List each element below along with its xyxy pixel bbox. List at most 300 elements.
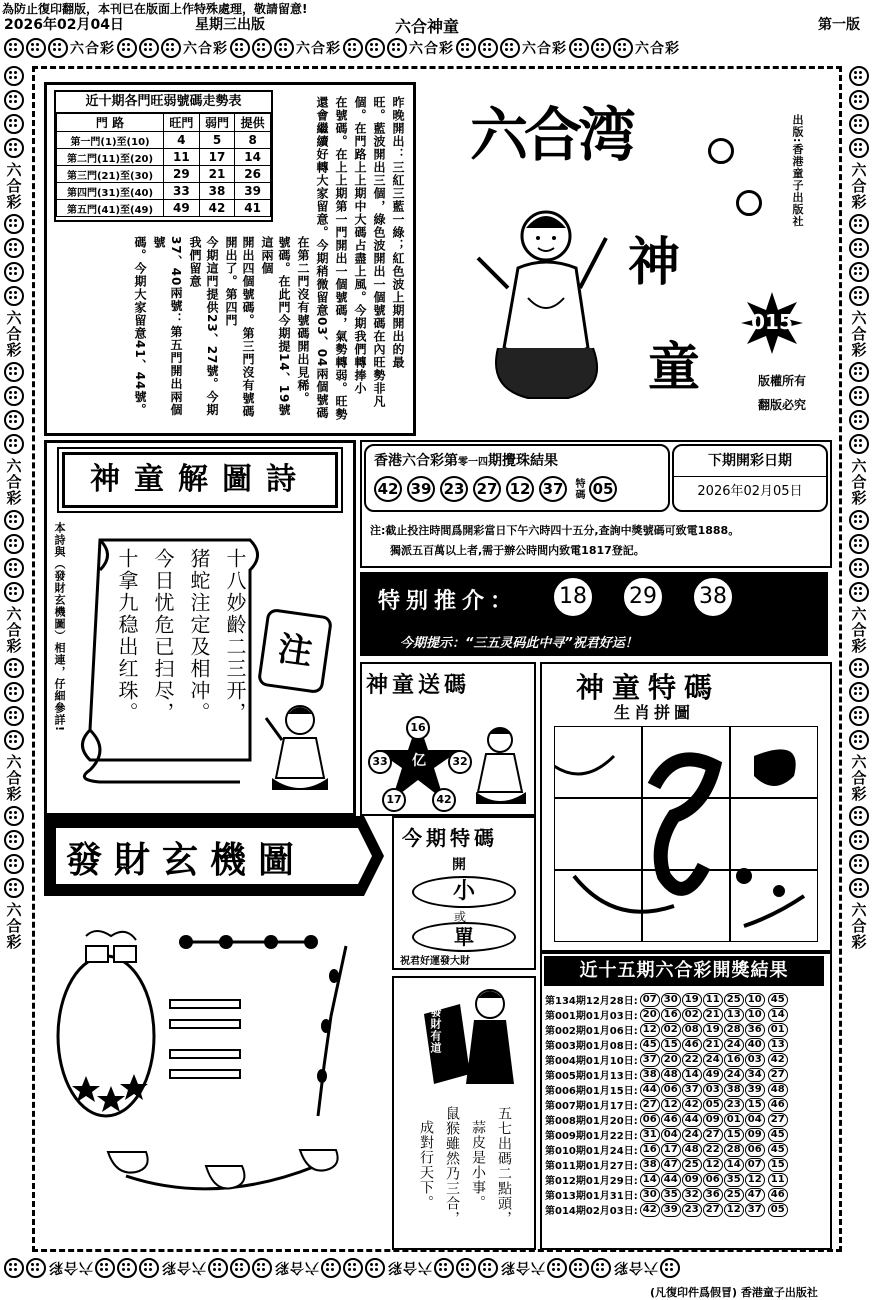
dot-ball-icon bbox=[849, 878, 869, 898]
send-code-ball: 16 bbox=[406, 716, 430, 740]
dot-ball-icon bbox=[849, 138, 869, 158]
special-code-title: 今期特碼 bbox=[402, 826, 498, 850]
trend-header: 弱門 bbox=[199, 114, 235, 132]
logo-shen: 神 bbox=[628, 232, 681, 293]
history-period: 第001期01月03日: bbox=[545, 1011, 638, 1022]
dot-ball-icon bbox=[4, 682, 24, 702]
history-ball: 47 bbox=[661, 1158, 681, 1172]
special-open: 開 bbox=[452, 857, 466, 873]
edition-label: 第一版 bbox=[818, 17, 860, 33]
history-ball: 49 bbox=[703, 1068, 723, 1082]
history-ball: 03 bbox=[703, 1083, 723, 1097]
dot-ball-icon bbox=[849, 434, 869, 454]
dot-ball-icon bbox=[4, 214, 24, 234]
dot-ball-icon bbox=[849, 238, 869, 258]
paper-title: 六合神童 bbox=[395, 17, 460, 36]
history-ball: 37 bbox=[682, 1083, 702, 1097]
analysis-column: 昨晚開出：三紅三藍一綠；紅色波上期開出的最 bbox=[391, 96, 405, 369]
recommend-tip: 今期提示：“三五灵码此中寻”祝君好运！ bbox=[400, 636, 638, 651]
history-ball: 24 bbox=[724, 1038, 744, 1052]
history-ball: 25 bbox=[724, 1188, 744, 1202]
dot-ball-icon bbox=[4, 658, 24, 678]
brand-word: 六合彩 bbox=[274, 1259, 319, 1275]
history-ball: 24 bbox=[682, 1128, 702, 1142]
circle-icon bbox=[736, 190, 762, 216]
next-draw-date: 2026年02月05日 bbox=[697, 484, 803, 499]
history-title: 近十五期六合彩開獎結果 bbox=[544, 956, 824, 986]
history-ball: 17 bbox=[661, 1143, 681, 1157]
poem-note: 本詩與（發財玄機圖）相連，仔細參詳! bbox=[53, 522, 66, 733]
poem2-line: 鼠猴雖然乃三合， bbox=[444, 1106, 460, 1226]
dot-ball-icon bbox=[387, 38, 407, 58]
history-ball: 44 bbox=[661, 1173, 681, 1187]
dot-ball-icon bbox=[849, 658, 869, 678]
bottom-border-strip bbox=[0, 1257, 873, 1279]
dot-ball-icon bbox=[849, 386, 869, 406]
history-ball: 24 bbox=[703, 1053, 723, 1067]
poem-line: 十八妙齡二三开， bbox=[223, 548, 247, 724]
dot-ball-icon bbox=[161, 38, 181, 58]
history-ball: 12 bbox=[661, 1098, 681, 1112]
special-mid: 或 bbox=[454, 910, 467, 924]
history-ball: 02 bbox=[661, 1023, 681, 1037]
history-ball: 38 bbox=[640, 1068, 660, 1082]
brand-word: 六合彩 bbox=[4, 162, 23, 210]
table-row bbox=[544, 1067, 790, 1082]
brand-word: 六合彩 bbox=[387, 1259, 432, 1275]
table-row bbox=[544, 1172, 790, 1187]
dot-ball-icon bbox=[4, 90, 24, 110]
poem-title: 神童解圖詩 bbox=[90, 462, 310, 497]
poem2-line: 蒜皮是小事。 bbox=[470, 1120, 486, 1210]
trend-table-title: 近十期各門旺弱號碼走勢表 bbox=[56, 92, 271, 113]
dot-ball-icon bbox=[139, 1258, 159, 1278]
table-row bbox=[544, 1037, 790, 1052]
history-special-ball: 45 bbox=[768, 1128, 788, 1142]
history-period: 第003期01月08日: bbox=[545, 1041, 638, 1052]
zodiac-subtitle: 生肖拼圖 bbox=[614, 703, 695, 722]
recommend-label: 特别推介： bbox=[378, 589, 519, 614]
history-ball: 15 bbox=[724, 1128, 744, 1142]
brand-word: 六合彩 bbox=[849, 162, 868, 210]
history-ball: 15 bbox=[745, 1098, 765, 1112]
dot-ball-icon bbox=[478, 38, 498, 58]
brand-word: 六合彩 bbox=[849, 754, 868, 802]
dot-ball-icon bbox=[4, 262, 24, 282]
history-period: 第012期01月29日: bbox=[545, 1176, 638, 1187]
history-ball: 31 bbox=[640, 1128, 660, 1142]
history-ball: 03 bbox=[745, 1053, 765, 1067]
dot-ball-icon bbox=[4, 806, 24, 826]
dot-ball-icon bbox=[4, 410, 24, 430]
dot-ball-icon bbox=[660, 1258, 680, 1278]
dot-ball-icon bbox=[4, 582, 24, 602]
dot-ball-icon bbox=[591, 1258, 611, 1278]
dot-ball-icon bbox=[4, 558, 24, 578]
analysis-column: 今期這門提供23、27號。今期我們留意 bbox=[188, 236, 219, 417]
brand-word: 六合彩 bbox=[183, 41, 228, 57]
history-ball: 11 bbox=[703, 993, 723, 1007]
brand-word: 六合彩 bbox=[613, 1259, 658, 1275]
recommend-ball: 18 bbox=[552, 576, 594, 618]
history-ball: 23 bbox=[724, 1098, 744, 1112]
history-period: 第009期01月22日: bbox=[545, 1131, 638, 1142]
history-ball: 19 bbox=[703, 1023, 723, 1037]
dot-ball-icon bbox=[26, 1258, 46, 1278]
history-ball: 30 bbox=[661, 993, 681, 1007]
send-code-title: 神童送碼 bbox=[366, 673, 471, 698]
dot-ball-icon bbox=[434, 1258, 454, 1278]
table-row: 第二門(11)至(20) 11 17 14 bbox=[57, 149, 271, 166]
history-special-ball: 13 bbox=[768, 1038, 788, 1052]
dot-ball-icon bbox=[343, 1258, 363, 1278]
dot-ball-icon bbox=[26, 38, 46, 58]
result-numbers bbox=[374, 476, 629, 502]
dot-ball-icon bbox=[230, 1258, 250, 1278]
history-ball: 35 bbox=[724, 1173, 744, 1187]
child-figure-small-image bbox=[262, 698, 342, 798]
special-code-panel bbox=[392, 816, 536, 970]
footer-text: (凡復印件爲假冒) 香港童子出版社 bbox=[650, 1286, 818, 1299]
history-ball: 01 bbox=[724, 1113, 744, 1127]
history-special-ball: 27 bbox=[768, 1113, 788, 1127]
result-ball: 42 bbox=[374, 476, 402, 502]
special-footer: 祝君好運發大財 bbox=[400, 956, 470, 967]
poem-title-box bbox=[62, 452, 338, 508]
send-code-center: 亿 bbox=[412, 753, 426, 769]
dot-ball-icon bbox=[4, 706, 24, 726]
history-ball: 06 bbox=[703, 1173, 723, 1187]
brand-word: 六合彩 bbox=[409, 41, 454, 57]
history-special-ball: 05 bbox=[768, 1203, 788, 1217]
dot-ball-icon bbox=[849, 682, 869, 702]
issue-badge bbox=[741, 292, 803, 354]
history-ball: 37 bbox=[640, 1053, 660, 1067]
history-ball: 42 bbox=[682, 1098, 702, 1112]
history-ball: 02 bbox=[682, 1008, 702, 1022]
dot-ball-icon bbox=[321, 1258, 341, 1278]
table-row bbox=[544, 1082, 790, 1097]
dot-ball-icon bbox=[4, 510, 24, 530]
dot-ball-icon bbox=[500, 38, 520, 58]
trend-header: 提供 bbox=[235, 114, 271, 132]
table-row: 第一門(1)至(10) 4 5 8 bbox=[57, 132, 271, 149]
history-table bbox=[544, 992, 790, 1217]
issue-number: 015 bbox=[751, 310, 793, 334]
history-ball: 06 bbox=[640, 1113, 660, 1127]
dot-ball-icon bbox=[849, 582, 869, 602]
analysis-column: 在第二門沒有號碼開出見稀。 bbox=[296, 236, 310, 405]
dot-ball-icon bbox=[849, 410, 869, 430]
result-title: 香港六合彩第零一四期攪珠結果 bbox=[374, 453, 558, 469]
history-ball: 09 bbox=[703, 1113, 723, 1127]
dot-ball-icon bbox=[569, 38, 589, 58]
history-period: 第006期01月15日: bbox=[545, 1086, 638, 1097]
analysis-column: 旺。藍波開出三個，綠色波開出一個號碼在內旺勢非凡 bbox=[372, 96, 386, 408]
history-ball: 16 bbox=[640, 1143, 660, 1157]
history-period: 第002期01月06日: bbox=[545, 1026, 638, 1037]
dot-ball-icon bbox=[849, 730, 869, 750]
history-special-ball: 46 bbox=[768, 1188, 788, 1202]
history-period: 第004期01月10日: bbox=[545, 1056, 638, 1067]
history-ball: 28 bbox=[724, 1143, 744, 1157]
history-ball: 06 bbox=[745, 1143, 765, 1157]
dot-ball-icon bbox=[139, 38, 159, 58]
history-ball: 06 bbox=[661, 1083, 681, 1097]
dot-ball-icon bbox=[4, 878, 24, 898]
brand-word: 六合彩 bbox=[296, 41, 341, 57]
brand-word: 六合彩 bbox=[849, 458, 868, 506]
dot-ball-icon bbox=[117, 1258, 137, 1278]
history-ball: 05 bbox=[703, 1098, 723, 1112]
poem-line: 十拿九稳出红珠。 bbox=[115, 548, 139, 724]
dot-ball-icon bbox=[849, 286, 869, 306]
table-row bbox=[544, 1022, 790, 1037]
history-special-ball: 11 bbox=[768, 1173, 788, 1187]
history-ball: 30 bbox=[640, 1188, 660, 1202]
result-note2: 獨派五百萬以上者,需于辦公時間内致電1817登記。 bbox=[390, 544, 645, 557]
result-ball: 12 bbox=[506, 476, 534, 502]
result-note1: 注:截止投注時間爲開彩當日下午六時四十五分,查詢中獎號碼可致電1888。 bbox=[370, 524, 740, 537]
history-ball: 09 bbox=[745, 1128, 765, 1142]
brand-word: 六合彩 bbox=[70, 41, 115, 57]
next-draw-box bbox=[672, 444, 828, 512]
zodiac-title: 神童特碼 bbox=[576, 671, 721, 704]
history-ball: 37 bbox=[745, 1203, 765, 1217]
dot-ball-icon bbox=[849, 854, 869, 874]
table-row bbox=[544, 1157, 790, 1172]
history-ball: 12 bbox=[724, 1203, 744, 1217]
history-ball: 39 bbox=[661, 1203, 681, 1217]
history-ball: 16 bbox=[724, 1053, 744, 1067]
notice-text: 為防止復印翻版，本刊已在版面上作特殊處理，敬請留意! bbox=[2, 2, 308, 16]
table-row bbox=[544, 1127, 790, 1142]
history-period: 第010期01月24日: bbox=[545, 1146, 638, 1157]
logo-line1: 六合湾 bbox=[470, 101, 633, 169]
dot-ball-icon bbox=[4, 434, 24, 454]
history-ball: 22 bbox=[703, 1143, 723, 1157]
history-ball: 20 bbox=[661, 1053, 681, 1067]
history-ball: 24 bbox=[724, 1068, 744, 1082]
dot-ball-icon bbox=[4, 386, 24, 406]
publisher: 出版:香港童子出版社 bbox=[791, 114, 804, 228]
history-special-ball: 45 bbox=[768, 993, 788, 1007]
history-ball: 12 bbox=[703, 1158, 723, 1172]
dot-ball-icon bbox=[252, 1258, 272, 1278]
recommend-panel bbox=[360, 572, 828, 656]
history-special-ball: 48 bbox=[768, 1083, 788, 1097]
history-ball: 16 bbox=[661, 1008, 681, 1022]
dot-ball-icon bbox=[849, 558, 869, 578]
dot-ball-icon bbox=[849, 510, 869, 530]
history-special-ball: 01 bbox=[768, 1023, 788, 1037]
poem-line: 猪蛇注定及相冲。 bbox=[187, 548, 211, 724]
dot-ball-icon bbox=[365, 38, 385, 58]
brand-word: 六合彩 bbox=[849, 902, 868, 950]
poem-line: 今日忧危已扫尽， bbox=[151, 548, 175, 724]
child-figure-image bbox=[468, 198, 618, 408]
circle-icon bbox=[708, 138, 734, 164]
result-ball: 37 bbox=[539, 476, 567, 502]
history-ball: 21 bbox=[703, 1008, 723, 1022]
dot-ball-icon bbox=[478, 1258, 498, 1278]
analysis-column: 37、40兩號：第五門開出兩個號 bbox=[152, 236, 183, 417]
history-period: 第011期01月27日: bbox=[545, 1161, 638, 1172]
dot-ball-icon bbox=[4, 38, 24, 58]
brand-word: 六合彩 bbox=[48, 1259, 93, 1275]
history-ball: 15 bbox=[661, 1038, 681, 1052]
table-row bbox=[544, 1007, 790, 1022]
recommend-numbers bbox=[552, 576, 734, 618]
dot-ball-icon bbox=[365, 1258, 385, 1278]
dot-ball-icon bbox=[849, 806, 869, 826]
history-special-ball: 15 bbox=[768, 1158, 788, 1172]
table-row bbox=[544, 1112, 790, 1127]
history-ball: 14 bbox=[682, 1068, 702, 1082]
table-row bbox=[544, 992, 790, 1007]
history-period: 第013期01月31日: bbox=[545, 1191, 638, 1202]
history-ball: 46 bbox=[661, 1113, 681, 1127]
analysis-column: 碼。今期大家留意41、44號。 bbox=[133, 236, 147, 417]
dot-ball-icon bbox=[547, 1258, 567, 1278]
history-ball: 19 bbox=[682, 993, 702, 1007]
history-ball: 39 bbox=[745, 1083, 765, 1097]
send-code-ball: 33 bbox=[368, 750, 392, 774]
dot-ball-icon bbox=[4, 830, 24, 850]
analysis-column: 個。在門路上上期中大碼占盡上風。今期我們轉捧小 bbox=[353, 96, 367, 395]
send-code-panel bbox=[360, 662, 536, 816]
trend-header: 旺門 bbox=[164, 114, 200, 132]
brand-word: 六合彩 bbox=[849, 606, 868, 654]
issue-date: 2026年02月04日 bbox=[4, 17, 124, 33]
dot-ball-icon bbox=[849, 534, 869, 554]
fortune-diagram-image bbox=[56, 916, 356, 1216]
brand-word: 六合彩 bbox=[522, 41, 567, 57]
brand-word: 六合彩 bbox=[500, 1259, 545, 1275]
special-label: 特碼 bbox=[573, 478, 584, 500]
poem-lines bbox=[112, 548, 250, 768]
send-code-ball: 42 bbox=[432, 788, 456, 812]
fortune-title: 發財玄機圖 bbox=[66, 840, 307, 881]
poem2-banner: 發財有道 bbox=[429, 1006, 442, 1054]
history-special-ball: 45 bbox=[768, 1143, 788, 1157]
history-ball: 48 bbox=[661, 1068, 681, 1082]
dot-ball-icon bbox=[208, 1258, 228, 1278]
zodiac-panel bbox=[540, 662, 832, 952]
dot-ball-icon bbox=[849, 66, 869, 86]
history-ball: 36 bbox=[703, 1188, 723, 1202]
history-ball: 28 bbox=[724, 1023, 744, 1037]
dot-ball-icon bbox=[849, 830, 869, 850]
history-ball: 12 bbox=[745, 1173, 765, 1187]
analysis-column: 開出四個號碼。第三門沒有號碼開出了。第四門 bbox=[224, 236, 255, 418]
brand-word: 六合彩 bbox=[4, 902, 23, 950]
dot-ball-icon bbox=[849, 262, 869, 282]
rights-line2: 翻版必究 bbox=[758, 398, 807, 412]
history-period: 第008期01月20日: bbox=[545, 1116, 638, 1127]
history-period: 第007期01月17日: bbox=[545, 1101, 638, 1112]
dot-ball-icon bbox=[849, 214, 869, 234]
history-ball: 42 bbox=[640, 1203, 660, 1217]
dot-ball-icon bbox=[591, 38, 611, 58]
history-ball: 35 bbox=[661, 1188, 681, 1202]
history-ball: 23 bbox=[682, 1203, 702, 1217]
result-ball: 23 bbox=[440, 476, 468, 502]
dot-ball-icon bbox=[849, 90, 869, 110]
analysis-column: 在號碼。在上上期第一門開出一個號碼，氣勢轉弱。旺勢 bbox=[334, 96, 348, 421]
history-ball: 44 bbox=[682, 1113, 702, 1127]
recommend-ball: 38 bbox=[692, 576, 734, 618]
send-code-ball: 17 bbox=[382, 788, 406, 812]
left-border-strip bbox=[0, 60, 28, 1263]
history-ball: 38 bbox=[640, 1158, 660, 1172]
history-ball: 10 bbox=[745, 993, 765, 1007]
dot-ball-icon bbox=[849, 362, 869, 382]
zodiac-puzzle-image bbox=[554, 726, 818, 942]
rights-line1: 版權所有 bbox=[758, 374, 807, 388]
poem2-line: 成對行天下。 bbox=[418, 1120, 434, 1210]
poem2-line: 五七出碼二點頭， bbox=[496, 1106, 512, 1226]
history-period: 第134期12月28日: bbox=[545, 996, 638, 1007]
history-period: 第005期01月13日: bbox=[545, 1071, 638, 1082]
dot-ball-icon bbox=[4, 854, 24, 874]
history-ball: 04 bbox=[745, 1113, 765, 1127]
history-ball: 25 bbox=[682, 1158, 702, 1172]
poem2-lines bbox=[416, 1106, 514, 1246]
history-special-ball: 42 bbox=[768, 1053, 788, 1067]
brand-word: 六合彩 bbox=[849, 310, 868, 358]
brand-word: 六合彩 bbox=[161, 1259, 206, 1275]
history-ball: 40 bbox=[745, 1038, 765, 1052]
history-period: 第014期02月03日: bbox=[545, 1206, 638, 1217]
trend-header: 門 路 bbox=[57, 114, 164, 132]
dot-ball-icon bbox=[274, 38, 294, 58]
dot-ball-icon bbox=[4, 362, 24, 382]
history-ball: 09 bbox=[682, 1173, 702, 1187]
table-row bbox=[544, 1202, 790, 1217]
history-ball: 22 bbox=[682, 1053, 702, 1067]
special-pick2: 單 bbox=[412, 922, 516, 952]
dot-ball-icon bbox=[4, 238, 24, 258]
history-ball: 32 bbox=[682, 1188, 702, 1202]
brand-word: 六合彩 bbox=[4, 606, 23, 654]
brand-word: 六合彩 bbox=[4, 754, 23, 802]
stamp-box bbox=[257, 608, 333, 694]
table-row bbox=[544, 1142, 790, 1157]
fortune-title-box bbox=[44, 816, 384, 896]
table-row bbox=[544, 1097, 790, 1112]
history-ball: 14 bbox=[640, 1173, 660, 1187]
history-ball: 27 bbox=[703, 1203, 723, 1217]
table-row bbox=[544, 1187, 790, 1202]
analysis-column: 號碼。在此門今期提14、19號這兩個 bbox=[260, 236, 291, 417]
dot-ball-icon bbox=[849, 706, 869, 726]
history-ball: 45 bbox=[640, 1038, 660, 1052]
history-ball: 36 bbox=[745, 1023, 765, 1037]
history-ball: 27 bbox=[640, 1098, 660, 1112]
special-ball: 05 bbox=[589, 476, 617, 502]
history-ball: 10 bbox=[745, 1008, 765, 1022]
table-row: 第三門(21)至(30) 29 21 26 bbox=[57, 166, 271, 183]
history-ball: 12 bbox=[640, 1023, 660, 1037]
table-row: 第五門(41)至(49) 49 42 41 bbox=[57, 200, 271, 217]
poem2-panel bbox=[392, 976, 536, 1250]
weekday: 星期三出版 bbox=[195, 17, 265, 33]
top-bar bbox=[0, 0, 873, 36]
history-ball: 47 bbox=[745, 1188, 765, 1202]
result-ball: 39 bbox=[407, 476, 435, 502]
history-ball: 38 bbox=[724, 1083, 744, 1097]
